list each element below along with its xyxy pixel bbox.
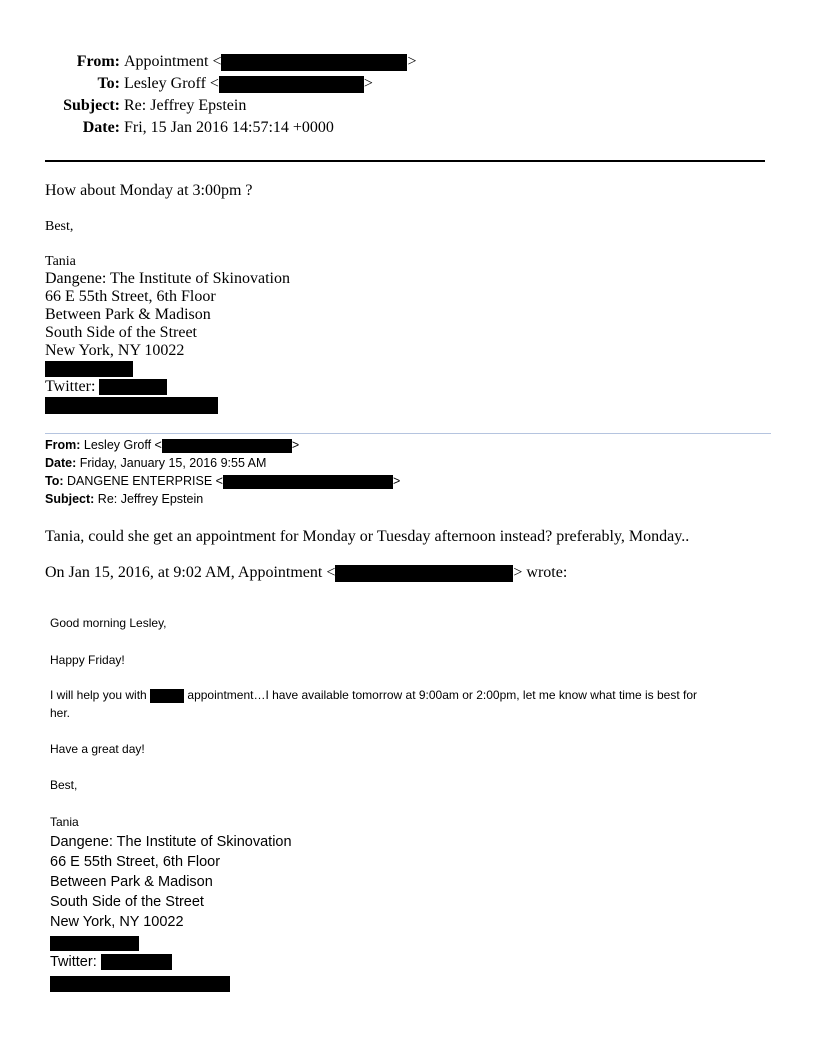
quoted2-signature-twitter-row xyxy=(50,954,172,970)
redaction-bar xyxy=(45,361,133,377)
redaction-bar xyxy=(50,976,230,992)
redaction-bar xyxy=(50,936,139,951)
redaction-bar xyxy=(45,397,218,414)
quoted-wrote-line xyxy=(45,564,567,582)
signature-city: New York, NY 10022 xyxy=(45,342,185,359)
quoted-date-row xyxy=(45,456,266,470)
quoted2-line3-suffix: appointment…I have available tomorrow at 9:00am or 2:00pm, let me know what time is best for xyxy=(187,688,697,702)
header-subject-value: Re: Jeffrey Epstein xyxy=(124,97,247,114)
quoted2-signature-address2: Between Park & Madison xyxy=(50,874,213,890)
redaction-bar xyxy=(101,954,172,970)
quoted-from-value: Lesley Groff < xyxy=(83,438,162,452)
quote-divider xyxy=(45,433,771,434)
quoted-date-label: Date: xyxy=(45,456,77,470)
quoted-body: Tania, could she get an appointment for Monday or Tuesday afternoon instead? preferably, Monday.. xyxy=(45,528,690,545)
quoted-from-label: From: xyxy=(45,438,81,452)
redaction-bar xyxy=(223,475,393,489)
quoted2-signature-twitter-label: Twitter: xyxy=(50,954,97,970)
signature-address1: 66 E 55th Street, 6th Floor xyxy=(45,288,216,305)
quoted-wrote-suffix: > wrote: xyxy=(513,564,568,581)
redaction-bar xyxy=(150,689,184,703)
signature-address2: Between Park & Madison xyxy=(45,306,211,323)
header-from-label: From: xyxy=(76,53,120,70)
quoted2-signature-address3: South Side of the Street xyxy=(50,894,204,910)
signature-twitter-label: Twitter: xyxy=(45,378,96,395)
reply-closing: Best, xyxy=(45,219,74,234)
redaction-bar xyxy=(219,76,364,93)
header-date-value: Fri, 15 Jan 2016 14:57:14 +0000 xyxy=(124,119,334,136)
header-to-close: > xyxy=(363,75,373,92)
quoted2-line3 xyxy=(50,688,697,703)
quoted-date-value: Friday, January 15, 2016 9:55 AM xyxy=(79,456,267,470)
quoted-from-row xyxy=(45,438,299,453)
quoted2-signature-org: Dangene: The Institute of Skinovation xyxy=(50,834,292,850)
quoted2-line4: Have a great day! xyxy=(50,742,145,756)
header-from-close: > xyxy=(407,53,417,70)
quoted2-line2: Happy Friday! xyxy=(50,653,125,667)
quoted-from-close: > xyxy=(291,438,300,452)
quoted-to-row xyxy=(45,474,400,489)
reply-body: How about Monday at 3:00pm ? xyxy=(45,182,253,199)
header-date-label: Date: xyxy=(82,119,120,136)
header-from-value: Appointment < xyxy=(124,53,222,70)
quoted-subject-label: Subject: xyxy=(45,492,95,506)
header-to-value: Lesley Groff < xyxy=(124,75,219,92)
header-to-label: To: xyxy=(97,75,120,92)
redaction-bar xyxy=(335,565,513,582)
quoted2-signature-name: Tania xyxy=(50,815,79,829)
quoted2-signature-city: New York, NY 10022 xyxy=(50,914,184,930)
quoted-subject-value: Re: Jeffrey Epstein xyxy=(97,492,204,506)
quoted-wrote-prefix: On Jan 15, 2016, at 9:02 AM, Appointment < xyxy=(45,564,336,581)
quoted2-signature-address1: 66 E 55th Street, 6th Floor xyxy=(50,854,221,870)
header-divider xyxy=(45,160,765,162)
signature-twitter-row xyxy=(45,378,167,396)
quoted-to-close: > xyxy=(392,474,401,488)
redaction-bar xyxy=(99,379,167,395)
quoted2-closing: Best, xyxy=(50,778,78,792)
header-subject-label: Subject: xyxy=(63,97,120,114)
signature-name: Tania xyxy=(45,254,76,269)
redaction-bar xyxy=(162,439,292,453)
redaction-bar xyxy=(221,54,407,71)
signature-org: Dangene: The Institute of Skinovation xyxy=(45,270,290,287)
quoted2-line3-prefix: I will help you with xyxy=(50,688,147,702)
quoted2-greeting: Good morning Lesley, xyxy=(50,616,167,630)
signature-address3: South Side of the Street xyxy=(45,324,197,341)
quoted-to-value: DANGENE ENTERPRISE < xyxy=(67,474,223,488)
quoted-to-label: To: xyxy=(45,474,64,488)
quoted-subject-row xyxy=(45,492,203,506)
quoted2-line3-wrap: her. xyxy=(50,706,71,720)
